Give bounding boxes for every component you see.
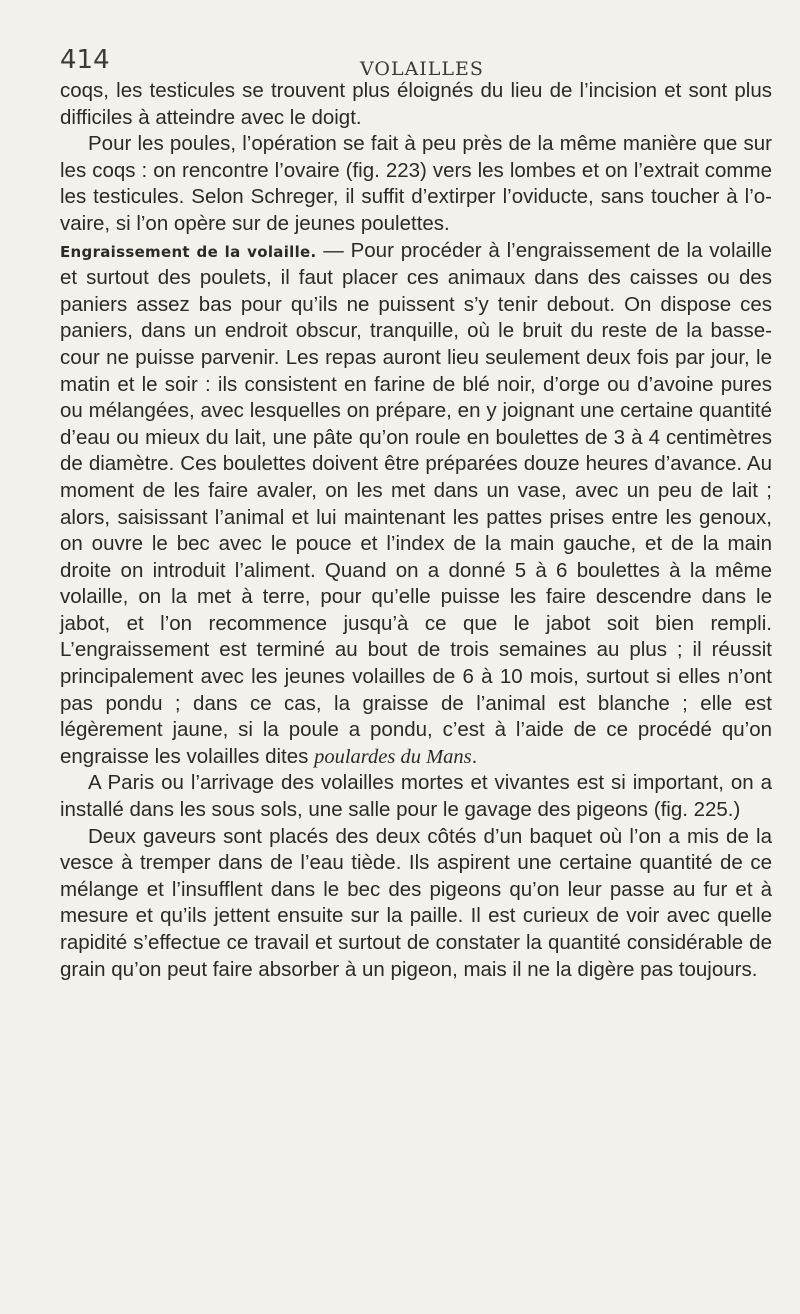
paragraph	[60, 78, 772, 131]
body-text	[60, 78, 772, 983]
paragraph-tail: .	[471, 744, 478, 768]
page-number: 414	[60, 45, 110, 75]
running-title: VOLAILLES	[360, 58, 484, 80]
italic-term: poulardes du Mans	[314, 745, 472, 768]
paragraph-text: — Pour procéder à l’engraissement de la volaille et surtout des poulets, il faut placer ces animaux dans des caisses ou des paniers assez bas pour qu’ils ne puissent s’y tenir debout. On dispose ces paniers, dans un endroit obscur, tranquille, où le bruit du reste de la basse-cour ne puisse parvenir. Les repas auront lieu seulement deux fois par jour, le matin et le soir : ils consistent en farine de blé noir, d’orge ou d’avoine pures ou mélangées, avec lesquelles on prépare, en y joignant une certaine quantité d’eau ou mieux du lait, une pâte qu’on roule en boulettes de 3 à 4 centimètres de diamètre. Ces boulettes doivent être préparées douze heures d’avance. Au moment de les faire avaler, on les met dans un vase, avec un peu de lait ; alors, saisissant l’animal et lui maintenant les pattes prises entre les genoux, on ouvre le bec avec le pouce et l’index de la main gauche, et de la main droite on introduit l’aliment. Quand on a donné 5 à 6 boulettes à la même volaille, on la met à terre, pour qu’elle puisse les faire descendre dans le jabot, et l’on recommence jusqu’à ce que le jabot soit bien rempli. L’engraissement est terminé au bout de trois semaines au plus ; il réussit principalement avec les jeunes volailles de 6 à 10 mois, surtout si elles n’ont pas pondu ; dans ce cas, la graisse de l’animal est blanche ; elle est légèrement jaune, si la poule a pondu, c’est à l’aide de ce procédé qu’on engraisse les volailles dites	[60, 238, 772, 768]
paragraph	[60, 770, 772, 823]
paragraph	[60, 824, 772, 984]
paragraph-text: Pour les poules, l’opération se fait à peu près de la même manière que sur les coqs : on rencontre l’ovaire (fig. 223) vers les lombes et on l’extrait comme les testicules. Selon Schreger, il suffit d’extirper l’oviducte, sans toucher à l’ovaire, si l’on opère sur de jeunes poulettes.	[60, 132, 772, 235]
paragraph-text: coqs, les testicules se trouvent plus éloignés du lieu de l’incision et sont plus difficiles à atteindre avec le doigt.	[60, 79, 772, 129]
paragraph-text: Deux gaveurs sont placés des deux côtés d’un baquet où l’on a mis de la vesce à tremper dans de l’eau tiède. Ils aspirent une certaine quantité de ce mélange et l’insufflent dans le bec des pigeons qu’on leur passe au fur et à mesure et qu’ils jettent ensuite sur la paille. Il est curieux de voir avec quelle rapidité s’effectue ce travail et surtout de constater la quantité considérable de grain qu’on peut faire absorber à un pigeon, mais il ne la digère pas toujours.	[60, 824, 772, 981]
paragraph-text: A Paris ou l’arrivage des volailles mortes et vivantes est si important, on a installé dans les sous sols, une salle pour le gavage des pigeons (fig. 225.)	[60, 771, 772, 822]
paragraph	[60, 131, 772, 237]
paragraph	[60, 238, 772, 771]
section-heading: Engraissement de la volaille.	[60, 242, 317, 261]
